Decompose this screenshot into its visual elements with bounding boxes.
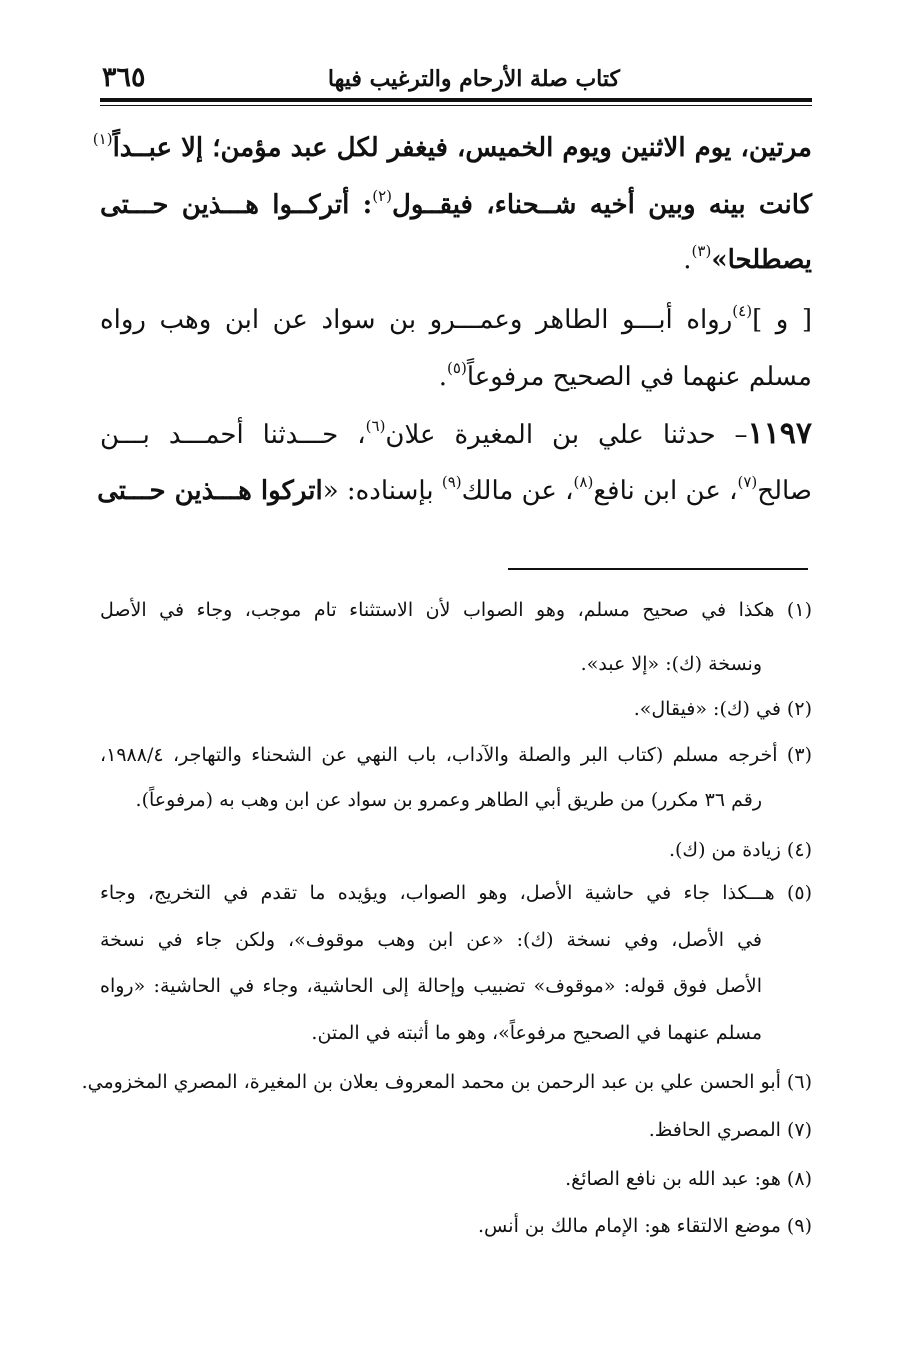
running-title: كتاب صلة الأرحام والترغيب فيها: [327, 66, 620, 92]
footnote-1-cont: ونسخة (ك): «إلا عبد».: [580, 653, 762, 675]
footnote-5: (٥) هـــكذا جاء في حاشية الأصل، وهو الصواب، ويؤيده ما تقدم في التخريج، وجاء: [100, 882, 812, 904]
hadith-text: كانت بينه وبين أخيه شــحناء، فيقــول: [391, 190, 813, 220]
hadith-number: ١١٩٧: [747, 416, 812, 451]
footnote-3-cont: رقم ٣٦ مكرر) من طريق أبي الطاهر وعمرو بن سواد عن ابن وهب به (مرفوعاً).: [135, 789, 762, 811]
footnote-ref-6: (٦): [365, 417, 386, 435]
footnote-ref-7: (٧): [737, 473, 758, 491]
footnote-5-cont: في الأصل، وفي نسخة (ك): «عن ابن وهب موقوف»، ولكن جاء في نسخة: [100, 929, 762, 951]
footnote-7: (٧) المصري الحافظ.: [648, 1119, 812, 1141]
punctuation: .: [438, 362, 448, 392]
body-line-6: [100, 414, 812, 455]
body-line-2: [100, 185, 812, 225]
footnote-6: (٦) أبو الحسن علي بن عبد الرحمن بن محمد المعروف بعلان بن المغيرة، المصري المخزومي.: [81, 1071, 812, 1093]
page-number: ٣٦٥: [102, 62, 146, 93]
narration-text: – حدثنا علي بن المغيرة علان: [385, 420, 748, 450]
narration-text: رواه أبـــو الطاهر وعمـــرو بن سواد عن ابن وهب رواه: [100, 305, 733, 335]
body-line-3: [100, 240, 812, 280]
body-line-5: [100, 357, 812, 397]
footnote-5-cont: مسلم عنهما في الصحيح مرفوعاً»، وهو ما أثبته في المتن.: [311, 1022, 762, 1044]
narration-text: مسلم عنهما في الصحيح مرفوعاً: [466, 362, 812, 392]
body-line-7: [97, 471, 812, 511]
body-line-1: [92, 128, 812, 168]
footnote-8: (٨) هو: عبد الله بن نافع الصائغ.: [565, 1168, 812, 1190]
footnote-ref-2: (٢): [372, 187, 392, 205]
header-rule-thick: [100, 98, 812, 102]
editorial-insert: [ و ]: [752, 305, 812, 335]
hadith-text: يصطلحا»: [711, 245, 812, 275]
narration-text: بإسناده: «: [322, 476, 442, 506]
footnote-1: (١) هكذا في صحيح مسلم، وهو الصواب لأن الاستثناء تام موجب، وجاء في الأصل: [100, 599, 812, 621]
footnote-2: (٢) في (ك): «فيقال».: [633, 698, 812, 720]
narration-text: ، عن مالك: [461, 476, 574, 506]
header-rule-thin: [100, 105, 812, 106]
footnote-ref-8: (٨): [573, 473, 594, 491]
narration-text: صالح: [757, 476, 812, 506]
hadith-text: اتركوا هـــذين حـــتى: [97, 476, 323, 506]
footnote-9: (٩) موضع الالتقاء هو: الإمام مالك بن أنس.: [478, 1215, 812, 1237]
footnote-ref-5: (٥): [447, 359, 467, 377]
footnote-separator: [508, 568, 808, 570]
page-header: [100, 62, 812, 102]
punctuation: .: [683, 245, 692, 275]
footnote-ref-4: (٤): [732, 302, 753, 320]
footnote-ref-1: (١): [92, 130, 113, 148]
hadith-text: : أتركــوا هـــذين حـــتى: [100, 190, 373, 220]
narration-text: ، عن ابن نافع: [593, 476, 738, 506]
body-line-4: [100, 300, 812, 340]
footnote-ref-3: (٣): [691, 242, 712, 260]
footnote-5-cont: الأصل فوق قوله: «موقوف» تضبيب وإحالة إلى الحاشية، وجاء في الحاشية: «رواه: [100, 975, 762, 997]
footnote-ref-9: (٩): [441, 473, 462, 491]
narration-text: ، حـــدثنا أحمـــد بـــن: [100, 420, 366, 450]
footnote-3: (٣) أخرجه مسلم (كتاب البر والصلة والآداب، باب النهي عن الشحناء والتهاجر، ١٩٨٨/٤،: [100, 744, 812, 766]
hadith-text: مرتين، يوم الاثنين ويوم الخميس، فيغفر لكل عبد مؤمن؛ إلا عبــداً: [112, 133, 812, 163]
footnote-4: (٤) زيادة من (ك).: [668, 839, 812, 861]
